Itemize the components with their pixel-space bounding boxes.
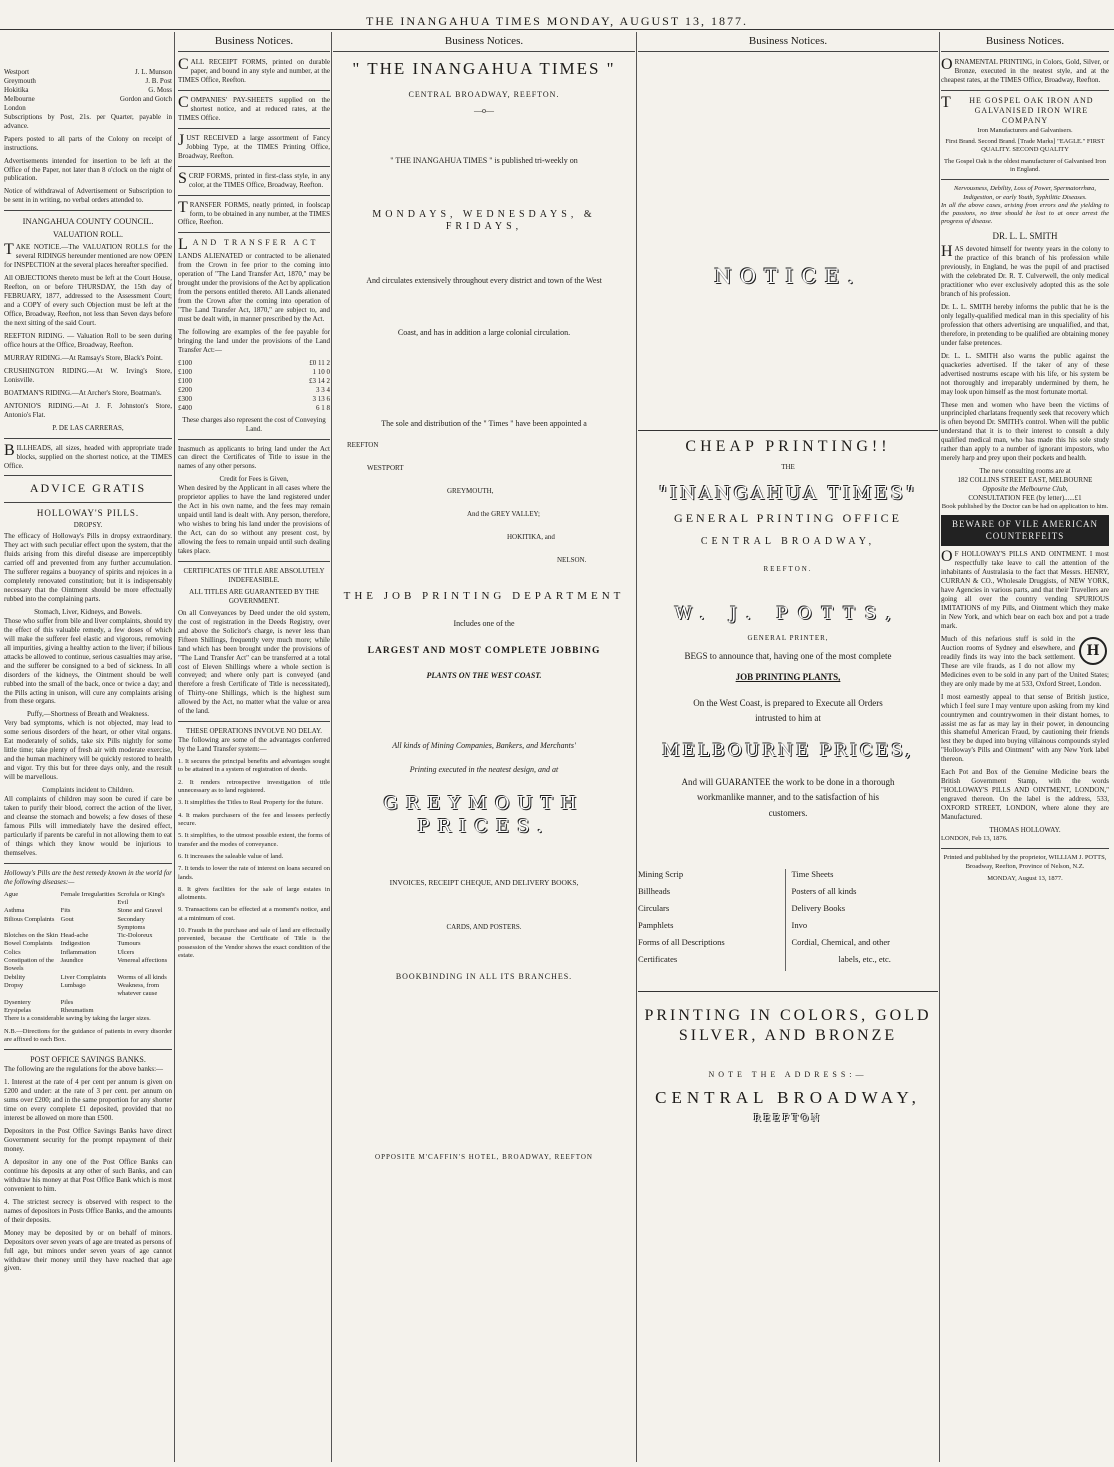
melbourne-prices: MELBOURNE PRICES, — [662, 741, 914, 761]
disease-item: Weakness, from whatever cause — [117, 982, 160, 998]
advantage-item: 1. It secures the principal benefits and advantages sought to be attained in a system of registration of deeds. — [178, 758, 330, 774]
disease-item: Venereal affections — [117, 957, 168, 965]
printing-exec-text: Printing executed in the neatest design, and at — [409, 765, 559, 775]
column-2: Business Notices. CALL RECEIPT FORMS, printed on durable paper, and bound in any style and number, at the TIMES Office, Reefton. COMPANIES' PAY-SHEETS supplied on the shortest notice, and at reduced rates, at the TIMES Office. JUST RECEIVED a large assortment of Fancy Jobbing Type, at the TIMES Printing Office, Broadway, Reefton. SCRIP FORMS, printed in first-class style, in any color, at the TIMES Office, Broadway, Reefton. TRANSFER FORMS, neatly printed, in foolscap form, to be obtained in any number, at the TIMES Office, Reefton. LAND TRANSFER ACT LANDS ALIENATED or contracted to be alienated from the Crown in fee prior to the coming into operation of "The Land Transfer Act, 1870," may be brought under the provisions of the Act by application from the persons entitled thereto. All Lands alienated from the Crown after the coming into operation of "The Land Transfer Act, 1870," are subject to, and must be dealt with, in manner prescribed by the Act. The following are examples of the fee payable for bringing the land under the provisions of the Land Transfer Act:— £100 £0 11 2 £100 1 10 0 £100 £3 14 2 £200 3 3 4 £300 3 13 6 £400 6 1 8 These charges also represent the cost of Conveying Land. Inasmuch as applicants to bring land under the Act can direct the Certificates of Title to issue in the names of any other persons. Credit for Fees is Given, When desired by the Applicant in all cases where the proprietor applies to have the land registered under the Act in his own name, and the fees may remain unpaid until land is dealt with. Any person, therefore, who wishes to bring his land under the provisions of the Act, can do so without any present cost, by allowing the fees to remain unpaid until such dealing takes place. CERTIFICATES OF TITLE ARE ABSOLUTELY INDEFEASIBLE. ALL TITLES ARE GUARANTEED BY THE GOVERNMENT. On all Conveyances by Deed under the old system, the cost of registration in the Deeds Registry, over and above the Solicitor's charge, is never less than Fifteen Shillings, frequently very much more; while land which has been brought under the provisions of "The Land Transfer Act" can be transferred at a total cost of Eleven Shillings where a whole section is conveyed; and where only part is conveyed (and therefore a fresh Certificate of Title is necessitated), of Thirty-one Shillings, which is the highest sum allowed by the Act, no matter what the value or area of the land. THESE OPERATIONS INVOLVE NO DELAY. The following are some of the advantages conferred by the Land Transfer system:— 1. It secures the principal benefits and advantages sought to be attained in a system of registration of deeds. 2. It renders retrospective investigation of title unnecessary as to land registered. 3. It simplifies the Titles to Real Property for the future. 4. It makes purchasers of the fee and lessees perfectly secure. 5. It simplifies, to the utmost possible extent, the forms of transfer and the modes of conveyance. 6. It increases the saleable value of land. 7. It tends to lower the rate of interest on loans secured on lands. 8. It gives facilities for the sale of large estates in allotments. 9. Transactions can be effected at a moment's notice, and at a minimum of cost. 10. Frauds in the purchase and sale of land are effectually prevented, because the Certificate of Title is the possession of the Vendor shows the exact condition of the estate. — [178, 32, 330, 1462]
gospel-brands: First Brand. Second Brand. [Trade Marks] "EAGLE." FIRST QUALITY. SECOND QUALITY — [945, 137, 1105, 154]
general-printer: GENERAL PRINTER, — [747, 633, 829, 642]
town-item: NELSON. — [557, 555, 587, 564]
post-office-item: A depositor in any one of the Post Office Banks can continue his deposits at any other of such Banks, and can withdraw his money at that Post Office Bank which is most convenient to him. — [4, 1158, 172, 1193]
smith-text: AS devoted himself for twenty years in the colony to the practice of this branch of his profession while previously, in England, he was the pupil of and practised with the celebrated Dr. R. T. Culverwell, the only medical practitioner who ever exclusively adopted this as the sole branch of his profession. — [941, 245, 1109, 299]
disease-item: Jaundice — [60, 957, 84, 965]
holloway-text-3: I most earnestly appeal to that sense of British justice, which I feel sure I may venture upon asking from my kind countrymen and countrywomen in their distant homes, to assist me as far as may lay in their power, in denouncing this shameful American Fraud, by cautioning their friends lest they be duped into buying villainous compounds styled "Holloway's Pills and Ointment" with any New York label thereon. — [941, 692, 1109, 764]
post-office-title: POST OFFICE SAVINGS BANKS. — [30, 1055, 146, 1065]
advantage-item: 8. It gives facilities for the sale of large estates in allotments. — [178, 885, 330, 902]
stomach-text: Those who suffer from bile and liver complaints, should try the effect of this valuable remedy, a few doses of which will make the sufferer feel elastic and vigorous, removing all impurities, giving a healthy action to the liver; if bilious attacks be allowed to continue, serious casualties may arise, and the sufferer be consigned to a bed of sickness. In all disorders of the kidneys, the Ointment should be well rubbed into the small of the back, once or twice a day; and the Pills acting in unison, will cure any complaints arising from these organs. — [4, 616, 172, 706]
stomach-title: Stomach, Liver, Kidneys, and Bowels. — [34, 607, 142, 616]
valuation-text: AKE NOTICE.—The VALUATION ROLLS for the several RIDINGS hereunder mentioned are now OPEN for INSPECTION at the several places hereafter specified. — [4, 243, 172, 270]
fee-row — [178, 404, 330, 413]
published-text: " THE INANGAHUA TIMES " is published tri-weekly on — [390, 156, 578, 166]
section-header: Business Notices. — [638, 32, 938, 52]
central-broadway: CENTRAL BROADWAY, — [700, 536, 876, 548]
dropsy-title: DROPSY. — [73, 521, 103, 530]
fees-list — [178, 359, 330, 413]
workmanlike-text: workmanlike manner, and to the satisfaction of his — [696, 792, 880, 803]
billheads-text: ILLHEADS, all sizes, headed with appropriate trade blocks, supplied on the shortest notice, at the TIMES Office. — [4, 443, 172, 470]
fee-label: £100 — [178, 376, 192, 385]
disease-item: Head-ache — [60, 932, 89, 940]
times-title: "INANGAHUA TIMES" — [658, 483, 918, 505]
service-item: Pamphlets — [638, 919, 674, 930]
fees-note: These charges also represent the cost of Conveying Land. — [182, 415, 326, 433]
valuation-title: VALUATION ROLL. — [52, 230, 124, 240]
smith-text-3: Dr. L. L. SMITH also warns the public against the quackeries advertised. If the taker of any of these advertised nostrums escape with his life, or his system be not thoroughly and irreparably undermined by them, he may look upon himself as the most fortunate mortal. — [941, 351, 1109, 396]
fee-value: 3 3 4 — [316, 385, 330, 394]
disease-item: Ulcers — [117, 948, 135, 956]
disease-item: Female Irregularities — [60, 890, 115, 898]
gospel-sub: Iron Manufacturers and Galvanisers. — [977, 126, 1073, 134]
disease-item: Bilious Complaints — [4, 915, 55, 923]
post-office-item: Depositors in the Post Office Savings Banks have direct Government security for the prompt repayment of their money. — [4, 1127, 172, 1154]
smith-text-2: Dr. L. L. SMITH hereby informs the public that he is the only legally-qualified medical man in this speciality of his profession that others advertising are unqualified, and that, therefore, in pretending to be qualified are obtaining money under false pretences. — [941, 303, 1109, 347]
notice-title: NOTICE. — [714, 264, 862, 289]
book-text: Book published by the Doctor can be had on application to him. — [941, 503, 1109, 511]
plants-text: PLANTS ON THE WEST COAST. — [426, 671, 542, 681]
fee-label: £400 — [178, 403, 192, 412]
advantage-item: 3. It simplifies the Titles to Real Property for the future. — [178, 799, 324, 807]
agent-row: Hokitika G. Moss — [4, 85, 172, 94]
best-remedy: Holloway's Pills are the best remedy known in the world for the following diseases:— — [4, 868, 172, 886]
terms-line: Advertisements intended for insertion to be left at the Office of the Paper, not later than 8 o'clock on the night of publication. — [4, 156, 172, 183]
receipt-ad: ALL RECEIPT FORMS, printed on durable paper, and bound in any style and number, at the TIMES Office, Reefton. — [178, 58, 330, 84]
titles-guaranteed: ALL TITLES ARE GUARANTEED BY THE GOVERNMENT. — [189, 587, 319, 605]
disease-item: Ague — [4, 890, 19, 898]
column-4 — [638, 32, 938, 1462]
advantage-item: 7. It tends to lower the rate of interest on loans secured on lands. — [178, 865, 330, 881]
fee-value: 3 13 6 — [312, 394, 330, 403]
fee-label: £300 — [178, 394, 192, 403]
column-1: Westport J. L. Munson Greymouth J. B. Post Hokitika G. Moss Melbourne Gordon and Gotch London Subscriptions by Post, 21s. per Quarter, payable in advance. Papers posted to all parts of the Colony on receipt of instructions. Advertisements intended for insertion to be left at the Office of the Paper, not later than 8 o'clock on the night of publication. Notice of withdrawal of Advertisement or Subscription to be sent in in writing, no verbal orders attended to. INANGAHUA COUNTY COUNCIL. VALUATION ROLL. TAKE NOTICE.—The VALUATION ROLLS for the several RIDINGS hereunder mentioned are now OPEN for INSPECTION at the several places hereafter specified. All OBJECTIONS thereto must be left at the Court House, Reefton, on or before THURSDAY, the 15th day of FEBRUARY, 1877, addressed to the Assessment Court; and a COPY of every such Objection must be left at the Office, Broadway, Reefton, not less than Seven days before the next sitting of the said Court. REEFTON RIDING. — Valuation Roll to be seen during office hours at the Office, Broadway, Reefton. MURRAY RIDING.—At Ramsay's Store, Black's Point. CRUSHINGTON RIDING.—At W. Irving's Store, Lonisville. BOATMAN'S RIDING.—At Archer's Store, Boatman's. ANTONIO'S RIDING.—At J. F. Johnston's Store, Antonio's Flat. P. DE LAS CARRERAS, BILLHEADS, all sizes, headed with appropriate trade blocks, supplied on the shortest notice, at the TIMES Office. ADVICE GRATIS HOLLOWAY'S PILLS. DROPSY. The efficacy of Holloway's Pills in dropsy extraordinary. They act with such peculiar effect upon the system, that the fluids arising from this direful disease are imperceptibly carried off and prevented from any further accumulation. The sufferer regains a buoyancy of spirits and rejoices in a completely renovated constitution; but it is indispensably necessary that the Ointment should be more effectually rubbed into the complaining parts. Stomach, Liver, Kidneys, and Bowels. Those who suffer from bile and liver complaints, should try the effect of this valuable remedy, a few doses of which will make the sufferer feel elastic and vigorous, removing all impurities, giving a healthy action to the liver; if bilious attacks be allowed to continue, serious casualties may arise, and the sufferer be consigned to a bed of sickness. In all disorders of the kidneys, the Ointment should be well rubbed into the small of the back, once or twice a day; and the Pills acting in unison, will cure any complaints arising from these organs. Puffy,—Shortness of Breath and Weakness. Very bad symptoms, which is not objected, may lead to some serious disorders of the heart, or other vital organs. Eat moderately of solids, take six Pills nightly for some little time; take plenty of fresh air with moderate exercise, and the human machinery will be quickly restored to health and vigor. Try this but for three days only, and the result will be marvellous. Complaints incident to Children. All complaints of children may soon be cured if care be taken to purify their blood, correct the action of the liver, and cleanse the stomach and bowels; a few doses of these famous Pills will immediately have the desired effect, particularly if parents be careful in not allowing them to eat of things which they know would be injurious to themselves. Holloway's Pills are the best remedy known in the world for the following diseases:— Ague Female Irregularities Scrofula or King's Evil Asthma Fits Stone and Gravel Bilious Complaints Gout Secondary Symptoms Blotches on the Skin Head-ache Tic-Doloreux Bowel Complaints Indigestion Tumours Colics Inflammation Ulcers Constipation of the Bowels Jaundice Venereal affections Debility Liver Complaints Worms of all kinds Dropsy Lumbago Weakness, from whatever cause Dysentery Piles Erysipelas Rheumatism There is a considerable saving by taking the larger sizes. N.B.—Directions for the guidance of patients in every disorder are affixed to each Box. POST OFFICE SAVINGS BANKS. The following are the regulations for the above banks:— 1. Interest at the rate of 4 per cent per annum is given on £200 and under: at the rate of 3 per cent. per annum on sums over £200; and in the same proportion for any shorter time on every complete £1 deposited, provided that no interest be allowed on more than £500. Depositors in the Post Office Savings Banks have direct Government security for the prompt repayment of their money. A depositor in any one of the Post Office Banks can continue his deposits at any other of such Banks, and can withdraw his money at that Post Office Bank which is most convenient to him. 4. The strictest secrecy is observed with respect to the names of depositors in Posts Office Banks, and the amounts of their deposits. Money may be deposited by or on behalf of minors. Depositors over seven years of age are treated as persons of full age, but minors under seven years of age cannot withdraw their money until they have reached that age given. — [4, 68, 172, 1273]
objections-text: All OBJECTIONS thereto must be left at the Court House, Reefton, on or before THURSDAY, the 15th day of FEBRUARY, 1877, addressed to the Assessment Court; and a COPY of every such Objection must be left at the Office, Broadway, Reefton, not less than Seven days before the next sitting of the said Court. — [4, 274, 172, 328]
rooms-text: The new consulting rooms are at — [979, 467, 1071, 476]
section-header: Business Notices. — [941, 32, 1109, 52]
ornamental-ad: RNAMENTAL PRINTING, in Colors, Gold, Silver, or Bronze, executed in the neatest style, and at the cheapest rates, at the TIMES Office, Broadway, Reefton. — [941, 58, 1109, 84]
fee-value: £0 11 2 — [309, 358, 330, 367]
invoices-text: INVOICES, RECEIPT CHEQUE, AND DELIVERY BOOKS, — [389, 877, 579, 887]
cards-text: CARDS, AND POSTERS. — [446, 923, 522, 932]
fee-value: £3 14 2 — [309, 376, 330, 385]
disease-item: Fits — [60, 907, 71, 915]
services-list — [638, 869, 938, 970]
colors-line-1: PRINTING IN COLORS, GOLD — [644, 1006, 932, 1024]
disease-item: Constipation of the Bowels — [4, 957, 54, 973]
companies-ad: OMPANIES' PAY-SHEETS supplied on the shortest notice, and at reduced rates, at the TIMES Office. — [178, 95, 330, 122]
service-item: Cordial, Chemical, and other — [791, 936, 890, 947]
land-text: LANDS ALIENATED or contracted to be alienated from the Crown in fee prior to the coming into operation of "The Land Transfer Act, 1870," may be brought under the provisions of the Act by application from the persons entitled thereto. All Lands alienated from the Crown after the coming into operation of "The Land Transfer Act, 1870," are subject to, and must be dealt with, in manner prescribed by the Act. — [178, 252, 330, 324]
town-item: HOKITIKA, and — [507, 532, 555, 541]
reefton-2: REEFTON — [753, 1114, 823, 1125]
credit-text: When desired by the Applicant in all cases where the proprietor applies to have the land registered under the Act in his own name, and the fees may remain unpaid until land is dealt with. Any person, therefore, who wishes to bring his land under the provisions of the Act, can do so without any present cost, by allowing the fees to remain unpaid until such dealing takes place. — [178, 484, 330, 556]
service-item: Mining Scrip — [638, 869, 684, 880]
fees-intro: The following are examples of the fee payable for bringing the land under the provisions of the Land Transfer Act:— — [178, 328, 330, 354]
disease-item: Bowel Complaints — [4, 940, 53, 948]
cheap-printing: CHEAP PRINTING!! — [685, 437, 891, 455]
post-office-item: 1. Interest at the rate of 4 per cent per annum is given on £200 and under: at the rate of 3 per cent. per annum on sums over £200; and in the same proportion for any shorter time on every complete £1 deposited, provided that no interest be allowed on more than £500. — [4, 1078, 172, 1123]
disease-item: Lumbago — [60, 982, 86, 989]
customers-text: customers. — [768, 807, 808, 818]
fee-row — [178, 377, 330, 386]
service-item: Delivery Books — [791, 903, 846, 914]
disease-item: Indigestion — [60, 940, 90, 948]
nervousness-text: Nervousness, Debility, Loss of Power, Spermatorrhœa, Indigestion, or early Youth, Syphilitic Diseases. — [954, 185, 1096, 201]
days-text: MONDAYS, WEDNESDAYS, & FRIDAYS, — [372, 208, 596, 233]
dropsy-text: The efficacy of Holloway's Pills in dropsy extraordinary. They act with such peculiar effect upon the system, that the fluids arising from this direful disease are imperceptibly carried off and prevented from any further accumulation. The sufferer regains a buoyancy of spirits and rejoices in a completely renovated constitution; but it is indispensably necessary that the Ointment should be more effectually rubbed into the complaining parts. — [4, 532, 172, 603]
column-rule — [331, 32, 332, 1462]
signature: P. DE LAS CARRERAS, — [52, 423, 124, 432]
column-rule — [939, 32, 940, 1462]
intrusted-text: intrusted to him at — [755, 713, 821, 724]
advantage-item: 9. Transactions can be effected at a moment's notice, and at a minimum of cost. — [178, 906, 330, 922]
service-item: Invo — [791, 919, 808, 930]
disease-item: Tumours — [117, 940, 141, 948]
disease-item: Stone and Gravel — [117, 907, 163, 915]
saving-note: There is a considerable saving by taking the larger sizes. — [4, 1015, 151, 1023]
service-item: Certificates — [638, 953, 678, 964]
gospel-note: The Gospel Oak is the oldest manufacturer of Galvanised Iron in England. — [944, 157, 1106, 173]
advantage-item: 2. It renders retrospective investigation of title unnecessary as to land registered. — [178, 778, 330, 795]
town-item: REEFTON — [347, 440, 379, 449]
consultation-fee: CONSULTATION FEE (by letter)......£1 — [968, 494, 1082, 503]
fee-value: 1 10 0 — [312, 367, 330, 376]
disease-item: Dysentery — [4, 998, 31, 1006]
terms-line: Papers posted to all parts of the Colony on receipt of instructions. — [4, 134, 172, 152]
town-item: WESTPORT — [367, 463, 404, 472]
job-title: THE JOB PRINTING DEPARTMENT — [343, 589, 625, 602]
disease-item: Worms of all kinds — [117, 973, 167, 981]
disease-item: Debility — [4, 973, 26, 981]
disease-item: Colics — [4, 948, 21, 956]
note-address: NOTE THE ADDRESS:— — [708, 1070, 868, 1080]
greymouth-prices: GREYMOUTH PRICES. — [383, 792, 585, 837]
smith-title: DR. L. L. SMITH — [992, 230, 1058, 241]
largest-text: LARGEST AND MOST COMPLETE JOBBING — [367, 645, 601, 656]
column-3: Business Notices. " THE INANGAHUA TIMES " CENTRAL BROADWAY, REEFTON. —o— " THE INANGAHUA TIMES " is published tri-weekly on MONDAYS, WEDNESDAYS, & FRIDAYS, And circulates extensively throughout every district and town of the West Coast, and has in addition a large colonial circulation. The sole and distribution of the " Times " have been appointed a REEFTON WESTPORT GREYMOUTH, And the GREY VALLEY; HOKITIKA, and NELSON. THE JOB PRINTING DEPARTMENT Includes one of the LARGEST AND MOST COMPLETE JOBBING PLANTS ON THE WEST COAST. All kinds of Mining Companies, Bankers, and Merchants' Printing executed in the neatest design, and at GREYMOUTH PRICES. INVOICES, RECEIPT CHEQUE, AND DELIVERY BOOKS, CARDS, AND POSTERS. BOOKBINDING IN ALL ITS BRANCHES. OPPOSITE M'CAFFIN'S HOTEL, BROADWAY, REEFTON — [333, 32, 635, 1462]
service-item: Time Sheets — [791, 869, 834, 880]
disease-item: Scrofula or King's Evil — [117, 890, 165, 906]
circulates-text: And circulates extensively throughout every district and town of the West — [366, 276, 602, 286]
holloway-seal-icon: H — [1079, 637, 1107, 665]
job-plants: JOB PRINTING PLANTS, — [735, 672, 841, 683]
holloway-text-4: Each Pot and Box of the Genuine Medicine bears the British Government Stamp, with the words "HOLLOWAY'S PILLS AND OINTMENT, LONDON," engraved thereon. On the label is the address, 533, OXFORD STREET, LONDON, where alone they are Manufactured. — [941, 768, 1109, 822]
post-office-item: Money may be deposited by or on behalf of minors. Depositors over seven years of age are treated as persons of full age, but minors under seven years of age cannot withdraw their money until they have reached that age given. — [4, 1228, 172, 1273]
guarantee-text: And will GUARANTEE the work to be done in a thorough — [681, 776, 895, 787]
delay-title: THESE OPERATIONS INVOLVE NO DELAY. — [185, 727, 323, 736]
on-west-text: On the West Coast, is prepared to Execute all Orders — [693, 697, 883, 708]
credit-title: Credit for Fees is Given, — [219, 475, 289, 484]
gospel-title: HE GOSPEL OAK IRON AND GALVANISED IRON WIRE COMPANY — [969, 95, 1094, 126]
disease-item: Gout — [60, 915, 74, 923]
coast-text: Coast, and has in addition a large colonial circulation. — [397, 328, 571, 338]
disease-item — [117, 1007, 172, 1015]
potts-title: W. J. POTTS, — [674, 604, 902, 625]
holloway-text-2: Much of this nefarious stuff is sold in the Auction rooms of Sydney and elsewhere, and readily finds its way into the back settlement. These are vile frauds, as I do not allow my Medicines even to be sold in any part of the United States; they are only made by me at 533, Oxford Street, London. — [941, 634, 1109, 688]
fee-label: £200 — [178, 385, 192, 394]
riding-item: ANTONIO'S RIDING.—At J. F. Johnston's Store, Antonio's Flat. — [4, 401, 172, 419]
disease-item: Liver Complaints — [60, 973, 107, 981]
town-item: GREYMOUTH, — [447, 486, 494, 495]
fee-row — [178, 395, 330, 404]
central-broadway-2: CENTRAL BROADWAY, — [655, 1087, 921, 1107]
nb-note: N.B.—Directions for the guidance of patients in every disorder are affixed to each Box. — [4, 1027, 172, 1043]
smith-address: 182 COLLINS STREET EAST, MELBOURNE — [957, 476, 1093, 485]
bookbinding-text: BOOKBINDING IN ALL ITS BRANCHES. — [395, 972, 573, 982]
column-rule — [174, 32, 175, 1462]
transfer-ad: RANSFER FORMS, neatly printed, in foolscap form, to be obtained in any number, at the TIMES Office, Reefton. — [178, 200, 330, 227]
includes-text: Includes one of the — [453, 618, 515, 628]
advantages-intro: The following are some of the advantages conferred by the Land Transfer system:— — [178, 736, 330, 754]
advantage-item: 6. It increases the saleable value of land. — [178, 852, 284, 860]
disease-item: Piles — [60, 998, 74, 1006]
agent-row: Westport J. L. Munson — [4, 68, 172, 76]
type-ad: UST RECEIVED a large assortment of Fancy Jobbing Type, at the TIMES Printing Office, Broadway, Reefton. — [178, 133, 330, 160]
reefton-text: REEFTON. — [763, 565, 813, 574]
post-office-item: 4. The strictest secrecy is observed with respect to the names of depositors in Posts Office Banks, and the amounts of their deposits. — [4, 1197, 172, 1224]
holloway-signature: THOMAS HOLLOWAY. — [989, 826, 1061, 834]
riding-item: MURRAY RIDING.—At Ramsay's Store, Black's Point. — [4, 353, 163, 362]
disease-item: Rheumatism — [60, 1006, 94, 1014]
children-text: All complaints of children may soon be cured if care be taken to purify their blood, correct the action of the liver, and cleanse the stomach and bowels; a few doses of these famous Pills will immediately have the desired effect, particularly if parents be careful in not allowing them to eat of things which they know would be injurious to themselves. — [4, 794, 172, 857]
holloway-title: HOLLOWAY'S PILLS. — [36, 507, 140, 518]
imprint-text: Printed and published by the proprietor, WILLIAM J. POTTS, Broadway, Reefton, Province of Nelson, N.Z. — [943, 854, 1107, 870]
advantage-item: 5. It simplifies, to the utmost possible extent, the forms of transfer and the modes of conveyance. — [178, 832, 330, 848]
service-item: Forms of all Descriptions — [638, 936, 725, 947]
disease-item: Secondary Symptoms — [117, 915, 146, 931]
certificates-title: CERTIFICATES OF TITLE ARE ABSOLUTELY INDEFEASIBLE. — [183, 566, 325, 584]
inasmuch-text: Inasmuch as applicants to bring land under the Act can direct the Certificates of Title to issue in the names of any other persons. — [178, 444, 330, 471]
begs-text: BEGS to announce that, having one of the most complete — [684, 650, 892, 661]
section-header: Business Notices. — [333, 32, 635, 52]
disease-grid — [4, 891, 172, 1016]
council-title: INANGAHUA COUNTY COUNCIL. — [22, 216, 154, 227]
holloway-date: LONDON, Feb 13, 1876. — [941, 834, 1008, 842]
footer-address: OPPOSITE M'CAFFIN'S HOTEL, BROADWAY, REEFTON — [375, 1152, 593, 1161]
service-item: Posters of all kinds — [791, 886, 857, 897]
column-rule — [636, 32, 637, 1462]
advantage-item: 4. It makes purchasers of the fee and lessees perfectly secure. — [178, 811, 330, 827]
post-office-intro: The following are the regulations for the above banks:— — [4, 1065, 164, 1074]
paper-subtitle: CENTRAL BROADWAY, REEFTON. — [408, 89, 560, 99]
advantage-item: 10. Frauds in the purchase and sale of land are effectually prevented, because the Certificate of Title is the possession of the Vendor shows the exact condition of the estate. — [178, 927, 330, 960]
puffy-title: Puffy,—Shortness of Breath and Weakness. — [27, 710, 149, 719]
riding-item: REEFTON RIDING. — Valuation Roll to be seen during office hours at the Office, Broadway, Reefton. — [4, 332, 172, 349]
disease-item — [117, 999, 172, 1007]
disease-item: Dropsy — [4, 982, 24, 989]
terms-line: Subscriptions by Post, 21s. per Quarter, payable in advance. — [4, 112, 172, 130]
holloway-text: F HOLLOWAY'S PILLS AND OINTMENT. I most respectfully take leave to call the attention of the inhabitants of Australasia to the fact that Messrs. HENRY, CURRAN & CO., Wholesale Druggists, of NEW YORK, have Agencies in various parts, and that their Travellers are going all over the country vending SPURIOUS IMITATIONS of my Pills, and Ointment which they make in New York, and which bear on each box and pot a trade mark. — [941, 550, 1109, 630]
all-kinds-text: All kinds of Mining Companies, Bankers, and Merchants' — [392, 741, 576, 751]
fee-row — [178, 359, 330, 368]
beware-banner: BEWARE OF VILE AMERICAN COUNTERFEITS — [941, 515, 1109, 546]
section-header: Business Notices. — [178, 32, 330, 52]
agent-row: Melbourne Gordon and Gotch — [4, 94, 172, 103]
service-item: Circulars — [638, 903, 670, 914]
town-item: And the GREY VALLEY; — [467, 509, 540, 518]
agent-row: London — [4, 103, 26, 112]
issue-date: MONDAY, August 13, 1877. — [987, 874, 1063, 882]
riding-item: BOATMAN'S RIDING.—At Archer's Store, Boatman's. — [4, 388, 162, 397]
fee-label: £100 — [178, 358, 192, 367]
advice-title: ADVICE GRATIS — [29, 481, 147, 496]
disease-item: Blotches on the Skin — [4, 932, 58, 940]
fee-row — [178, 386, 330, 395]
agent-row: Greymouth J. B. Post — [4, 76, 172, 85]
service-item: Billheads — [638, 886, 671, 897]
nervousness-text-2: In all the above cases, arising from errors and the yielding to the passions, no time should be lost to at once arrest the progress of disease. — [941, 201, 1109, 226]
fee-value: 6 1 8 — [316, 403, 330, 412]
general-office: GENERAL PRINTING OFFICE — [674, 511, 902, 526]
puffy-text: Very bad symptoms, which is not objected, may lead to some serious disorders of the heart, or other vital organs. Eat moderately of solids, take six Pills nightly for some little time; take plenty of fresh air with moderate exercise, and the human machinery will be quickly restored to health and vigor. Try this but for three days only, and the result will be marvellous. — [4, 719, 172, 782]
colors-line-2: SILVER, AND BRONZE — [678, 1027, 898, 1045]
fee-row — [178, 368, 330, 377]
service-item: labels, etc., etc. — [838, 953, 891, 964]
disease-item: Asthma — [4, 907, 25, 915]
children-title: Complaints incident to Children. — [42, 786, 134, 795]
agents-intro: The sole and distribution of the " Times " have been appointed a — [381, 418, 587, 428]
disease-item: Erysipelas — [4, 1006, 32, 1014]
agents-list — [4, 68, 172, 113]
opposite-text: Opposite the Melbourne Club, — [982, 485, 1068, 494]
smith-text-4: These men and women who have been the victims of unprincipled charlatans frequently seek that recovery which is often beyond Dr. SMITH's control. When will the public understand that it is to their interest to consult a duly qualified medical man, who has made this his sole study rather than apply to a number of ignorant impostors, who merely harp and prey upon their pockets and health. — [941, 400, 1109, 463]
paper-title: " THE INANGAHUA TIMES " — [352, 59, 616, 79]
the-text: THE — [781, 463, 795, 472]
terms-line: Notice of withdrawal of Advertisement or Subscription to be sent in in writing, no verbal orders attended to. — [4, 187, 172, 205]
conveyances-text: On all Conveyances by Deed under the old system, the cost of registration in the Deeds Registry, over and above the Solicitor's charge, is never less than Fifteen Shillings, frequently very much more; while land which has been brought under the provisions of "The Land Transfer Act" can be transferred at a total cost of Eleven Shillings where a whole section is conveyed; and where only part is conveyed (and therefore a fresh Certificate of Title is necessitated), of Thirty-one Shillings, which is the highest sum allowed by the Act, no matter what the value or area of the land. — [178, 608, 330, 716]
disease-item: Tic-Doloreux — [117, 932, 153, 940]
scrip-ad: CRIP FORMS, printed in first-class style, in any color, at the TIMES Office, Broadway, Reefton. — [188, 171, 330, 189]
fee-label: £100 — [178, 367, 192, 376]
disease-item: Inflammation — [60, 948, 97, 956]
riding-item: CRUSHINGTON RIDING.—At W. Irving's Store, Lonisville. — [4, 366, 172, 384]
masthead: THE INANGAHUA TIMES MONDAY, AUGUST 13, 1877. — [0, 0, 1114, 30]
land-title: AND TRANSFER ACT — [192, 238, 319, 248]
column-5: Business Notices. ORNAMENTAL PRINTING, in Colors, Gold, Silver, or Bronze, executed in the neatest style, and at the cheapest rates, at the TIMES Office, Broadway, Reefton. T HE GOSPEL OAK IRON AND GALVANISED IRON WIRE COMPANY Iron Manufacturers and Galvanisers. First Brand. Second Brand. [Trade Marks] "EAGLE." FIRST QUALITY. SECOND QUALITY The Gospel Oak is the oldest manufacturer of Galvanised Iron in England. Nervousness, Debility, Loss of Power, Spermatorrhœa, Indigestion, or early Youth, Syphilitic Diseases. In all the above cases, arising from errors and the yielding to the passions, no time should be lost to at once arrest the progress of disease. DR. L. L. SMITH HAS devoted himself for twenty years in the colony to the practice of this branch of his profession while previously, in England, he was the pupil of and practised with the celebrated Dr. R. T. Culverwell, the only medical practitioner who ever exclusively adopted this as the sole branch of his profession. Dr. L. L. SMITH hereby informs the public that he is the only legally-qualified medical man in this speciality of his profession that others advertising are unqualified, and that, therefore, in pretending to be qualified are obtaining money under false pretences. Dr. L. L. SMITH also warns the public against the quackeries advertised. If the taker of any of these advertised nostrums escape with his life, or his system be not thoroughly and irreparably undermined by them, he may look upon himself as the most fortunate mortal. These men and women who have been the victims of unprincipled charlatans frequently seek that recovery which is often beyond Dr. SMITH's control. When will the public understand that it is to their interest to consult a duly qualified medical man, who has made this his sole study rather than apply to a number of ignorant impostors, who merely harp and prey upon their pockets and health. The new consulting rooms are at 182 COLLINS STREET EAST, MELBOURNE Opposite the Melbourne Club, CONSULTATION FEE (by letter)......£1 Book published by the Doctor can be had on application to him. BEWARE OF VILE AMERICAN COUNTERFEITS O F HOLLOWAY'S PILLS AND OINTMENT. I most respectfully take leave to call the attention of the inhabitants of Australasia to the fact that Messrs. HENRY, CURRAN & CO., Wholesale Druggists, of NEW YORK, have Agencies in various parts, and that their Travellers are going all over the country vending SPURIOUS IMITATIONS of my Pills, and Ointment which they make in New York, and which bear on each box and pot a trade mark. H Much of this nefarious stuff is sold in the Auction rooms of Sydney and elsewhere, and readily finds its way into the back settlement. These are vile frauds, as I do not allow my Medicines even to be sold in any part of the United States; they are only made by me at 533, Oxford Street, London. I most earnestly appeal to that sense of British justice, which I feel sure I may venture upon asking from my kind countrymen and countrywomen in their distant homes, to assist me as far as may lay in their power, in denouncing this shameful American Fraud, by cautioning their friends lest they be duped into buying villainous compounds styled "Holloway's Pills and Ointment" with any New York label thereon. Each Pot and Box of the Genuine Medicine bears the British Government Stamp, with the words "HOLLOWAY'S PILLS AND OINTMENT, LONDON," engraved thereon. On the label is the address, 533, OXFORD STREET, LONDON, where alone they are Manufactured. THOMAS HOLLOWAY. LONDON, Feb 13, 1876. Printed and published by the proprietor, WILLIAM J. POTTS, Broadway, Reefton, Province of Nelson, N.Z. MONDAY, August 13, 1877. — [941, 32, 1109, 1462]
